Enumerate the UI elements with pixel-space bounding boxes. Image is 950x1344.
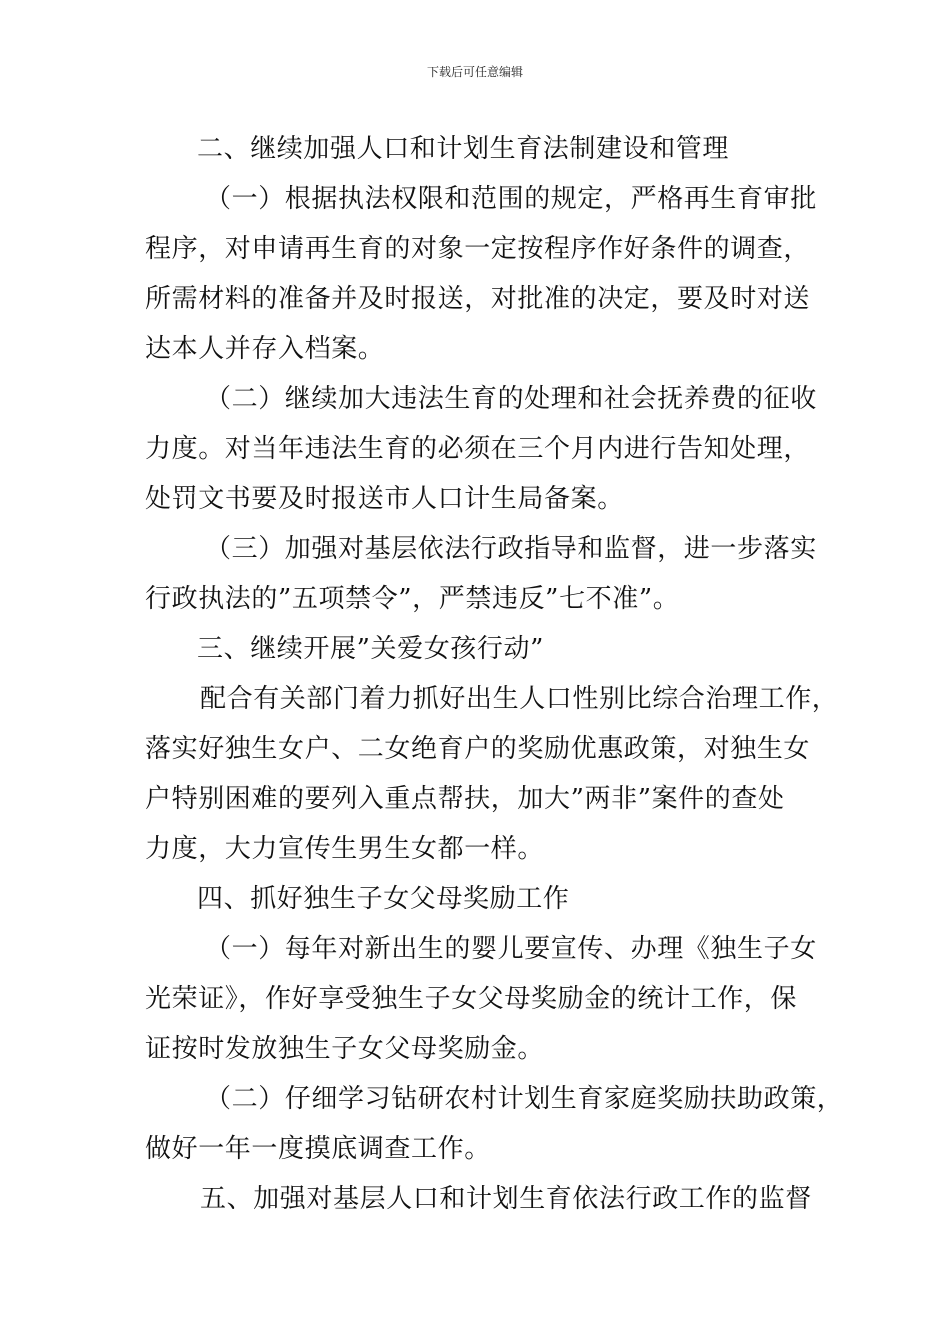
paragraph-line: 光荣证》，作好享受独生子女父母奖励金的统计工作，保 <box>145 984 798 1014</box>
paragraph-line: （二）仔细学习钻研农村计划生育家庭奖励扶助政策， <box>205 1084 844 1114</box>
section-heading-3: 三、继续开展”关爱女孩行动” <box>197 634 544 664</box>
section-heading-4: 四、抓好独生子女父母奖励工作 <box>197 884 570 914</box>
paragraph-line: 力度，大力宣传生男生女都一样。 <box>145 834 545 864</box>
paragraph-line: 力度。对当年违法生育的必须在三个月内进行告知处理， <box>145 434 811 464</box>
paragraph-line: 证按时发放独生子女父母奖励金。 <box>145 1034 545 1064</box>
paragraph-line: （二）继续加大违法生育的处理和社会抚养费的征收 <box>205 384 817 414</box>
section-heading-5: 五、加强对基层人口和计划生育依法行政工作的监督 <box>200 1184 812 1214</box>
paragraph-line: （一）根据执法权限和范围的规定，严格再生育审批 <box>205 184 817 214</box>
paragraph-line: 所需材料的准备并及时报送，对批准的决定，要及时对送 <box>145 284 811 314</box>
paragraph-line: 做好一年一度摸底调查工作。 <box>145 1134 491 1164</box>
paragraph-line: 行政执法的”五项禁令”，严禁违反”七不准”。 <box>145 584 680 614</box>
section-heading-2: 二、继续加强人口和计划生育法制建设和管理 <box>197 134 730 164</box>
paragraph-line: 处罚文书要及时报送市人口计生局备案。 <box>145 484 624 514</box>
paragraph-line: 程序，对申请再生育的对象一定按程序作好条件的调查， <box>145 234 811 264</box>
paragraph-line: 配合有关部门着力抓好出生人口性别比综合治理工作， <box>200 684 839 714</box>
paragraph-line: （一）每年对新出生的婴儿要宣传、办理《独生子女 <box>205 934 817 964</box>
paragraph-line: 户特别困难的要列入重点帮扶，加大”两非”案件的查处 <box>145 784 785 814</box>
paragraph-line: 达本人并存入档案。 <box>145 334 385 364</box>
paragraph-line: 落实好独生女户、二女绝育户的奖励优惠政策，对独生女 <box>145 734 811 764</box>
header-note: 下载后可任意编辑 <box>426 65 523 79</box>
paragraph-line: （三）加强对基层依法行政指导和监督，进一步落实 <box>205 534 817 564</box>
